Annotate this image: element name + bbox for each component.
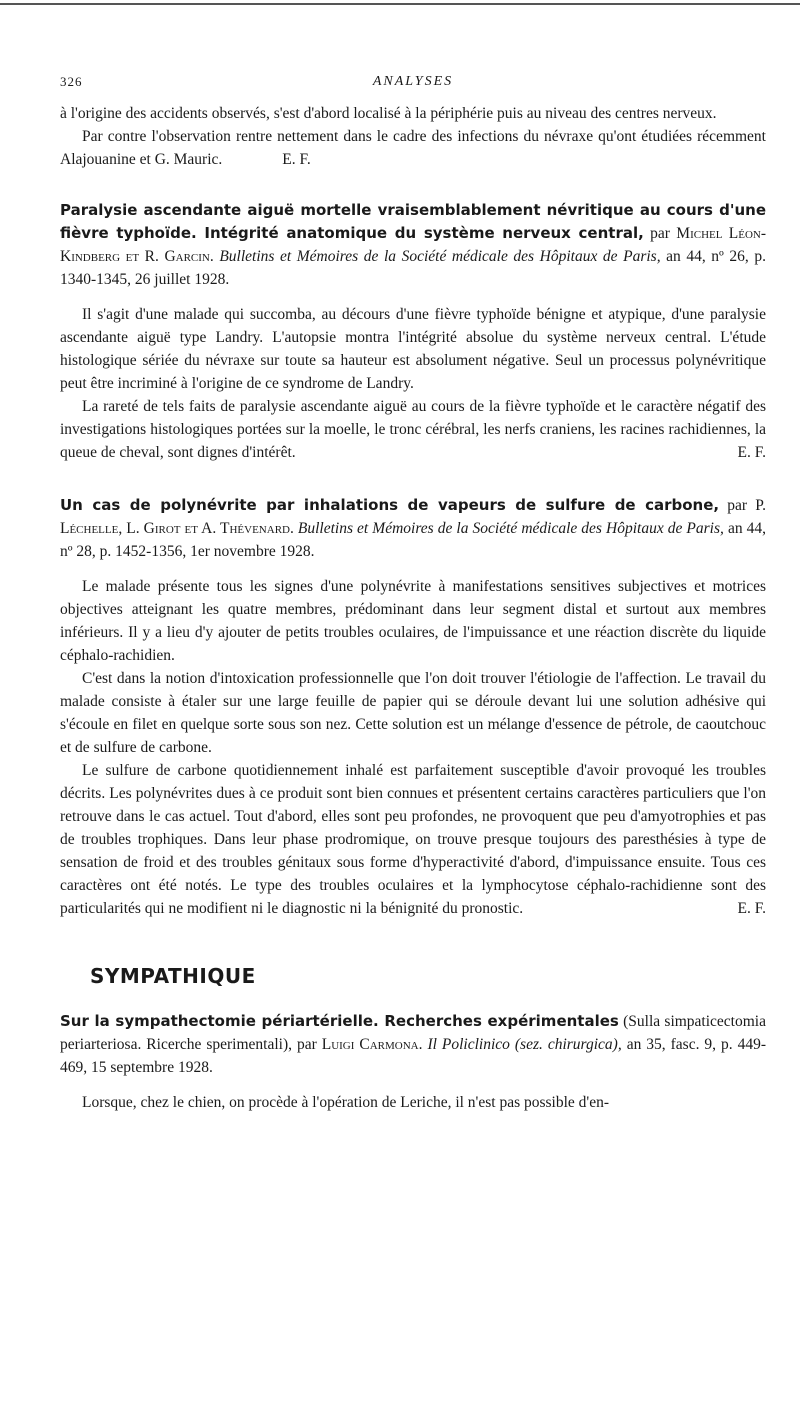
- article-3-heading: [60, 1010, 766, 1079]
- article-1-paragraph-text: La rareté de tels faits de paralysie ascendante aiguë au cours de la fièvre typhoïde et le caractère négatif des investigations histologiques portées sur la moelle, le tronc cérébral, les nerfs craniens, les racines rachidiennes, la queue de cheval, sont dignes d'intérêt.: [60, 398, 766, 461]
- article-2-authors: P. Léchelle, L. Girot et A. Thévenard.: [60, 497, 767, 537]
- page-number: 326: [60, 74, 83, 89]
- article-1-signature: E. F.: [737, 444, 766, 461]
- article-1-title: Paralysie ascendante aiguë mortelle vraisemblablement névritique au cours d'une fièvre typhoïde. Intégrité anatomique du système nerveux central,: [60, 201, 766, 242]
- article-1-by: par: [650, 225, 670, 242]
- intro-signature: E. F.: [282, 151, 311, 168]
- page: [60, 70, 766, 1114]
- article-3-subtitle: (Sulla simpaticectomia periarteriosa. Ricerche sperimentali),: [60, 1013, 766, 1053]
- article-1-details: an 44, nº 26, p. 1340-1345, 26 juillet 1928.: [60, 248, 767, 288]
- article-3-authors: Luigi Carmona.: [321, 1036, 423, 1053]
- article-1-paragraph: Il s'agit d'une malade qui succomba, au décours d'une fièvre typhoïde bénigne et atypique, d'une paralysie ascendante aiguë type Landry. L'autopsie montra l'intégrité absolue du système nerveux central. L'étude histologique sériée du névraxe sur toute sa hauteur est absolument négative. Seul un processus polynévritique peut être incriminé à l'origine de ce syndrome de Landry.: [60, 306, 766, 392]
- article-2: [60, 494, 766, 920]
- article-2-by: par: [727, 497, 748, 514]
- intro-paragraph-2: [60, 125, 766, 171]
- article-1-authors: Michel Léon-Kindberg et R. Garcin.: [60, 225, 767, 265]
- article-3-title: Sur la sympathectomie périartérielle. Recherches expérimentales: [60, 1012, 619, 1030]
- article-2-title: Un cas de polynévrite par inhalations de vapeurs de sulfure de carbone,: [60, 496, 720, 514]
- article-2-heading: [60, 494, 766, 563]
- article-2-signature: E. F.: [737, 900, 766, 917]
- article-3-journal: Il Policlinico (sez. chirurgica),: [427, 1036, 622, 1053]
- running-head: ANALYSES: [372, 74, 454, 89]
- article-2-paragraph: C'est dans la notion d'intoxication professionnelle que l'on doit trouver l'étiologie de l'affection. Le travail du malade consiste à étaler sur une large feuille de papier qui se déroule devant lui une solution adhésive qui s'écoule en filet en quelque sorte sous son nez. Cette solution est un mélange d'essence de pétrole, de caoutchouc et de sulfure de carbone.: [60, 670, 766, 756]
- article-3-by: par: [296, 1036, 317, 1053]
- top-rule: [0, 3, 800, 5]
- page-header: [60, 70, 766, 94]
- section-heading: SYMPATHIQUE: [90, 964, 256, 988]
- intro-continuation: [60, 102, 766, 171]
- article-2-details: an 44, nº 28, p. 1452-1356, 1er novembre 1928.: [60, 520, 766, 560]
- article-2-paragraph: Le malade présente tous les signes d'une polynévrite à manifestations sensitives subjectives et motrices objectives atteignant les quatre membres, prédominant dans leur segment distal et surtout aux membres inférieurs. Il y a lieu d'y ajouter de petits troubles oculaires, de l'impuissance et une réaction discrète du liquide céphalo-rachidien.: [60, 578, 766, 664]
- intro-paragraph-1: à l'origine des accidents observés, s'est d'abord localisé à la périphérie puis au niveau des centres nerveux.: [60, 105, 717, 122]
- article-3: [60, 1010, 766, 1114]
- article-2-paragraph-text: Le sulfure de carbone quotidiennement inhalé est parfaitement susceptible d'avoir provoqué les troubles décrits. Les polynévrites dues à ce produit sont bien connues et présentent certains caractères particuliers que l'on retrouve dans le cas actuel. Tout d'abord, elles sont peu profondes, ne provoquent que peu d'amyotrophies et pas de troubles trophiques. Dans leur phase prodromique, on trouve presque toujours des paresthésies à type de sensation de froid et des troubles génitaux sous forme d'hyperactivité d'abord, d'impuissance ensuite. Tous ces caractères ont été notés. Le type des troubles oculaires et la lymphocytose céphalo-rachidienne sont des particularités qui ne modifient ni le diagnostic ni la bénignité du pronostic.: [60, 762, 766, 917]
- article-2-paragraph: [60, 759, 766, 920]
- article-1-journal: Bulletins et Mémoires de la Société médicale des Hôpitaux de Paris,: [219, 248, 661, 265]
- article-1-paragraph: [60, 395, 766, 464]
- article-3-details: an 35, fasc. 9, p. 449-469, 15 septembre 1928.: [60, 1036, 767, 1076]
- article-3-paragraph: Lorsque, chez le chien, on procède à l'opération de Leriche, il n'est pas possible d'en-: [82, 1094, 609, 1111]
- article-1-heading: [60, 199, 766, 291]
- intro-paragraph-2-text: Par contre l'observation rentre nettement dans le cadre des infections du névraxe qu'ont étudiées récemment Alajouanine et G. Mauric.: [60, 128, 766, 168]
- article-2-journal: Bulletins et Mémoires de la Société médicale des Hôpitaux de Paris,: [297, 520, 724, 537]
- article-1: [60, 199, 766, 464]
